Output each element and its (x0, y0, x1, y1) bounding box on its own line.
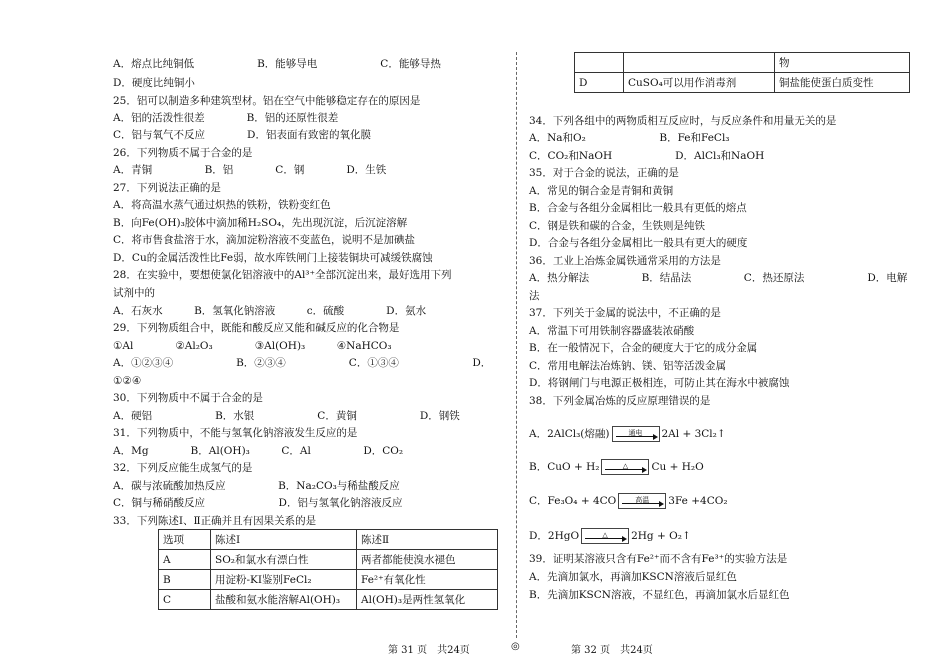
equation-option (529, 459, 704, 475)
text-line: 32．下列反应能生成氢气的是 (113, 462, 253, 474)
table-row (159, 570, 498, 590)
page-number-right: 第 32 页 共24页 (571, 645, 653, 656)
reaction-arrow (612, 426, 660, 442)
text-line: 25．铝可以制造多种建筑型材。铝在空气中能够稳定存在的原因是 (113, 95, 421, 107)
equation-reactants: C．Fe₃O₄ + 4CO (529, 495, 617, 507)
table-cell: A (159, 550, 211, 570)
text-line: A．先滴加氯水，再滴加KSCN溶液后显红色 (529, 571, 737, 583)
table-row (575, 53, 910, 73)
text-line: A．硬铝 B．水银 C．黄铜 D．钢铁 (113, 410, 460, 422)
text-line: A．常温下可用铁制容器盛装浓硝酸 (529, 325, 695, 337)
table-cell: Fe²⁺有氧化性 (357, 570, 498, 590)
text-line: 38．下列金属冶炼的反应原理错误的是 (529, 395, 711, 407)
binding-symbol: ◎ (511, 641, 520, 652)
text-line: C．CO₂和NaOH D．AlCl₃和NaOH (529, 150, 765, 162)
text-line: 26．下列物质不属于合金的是 (113, 147, 253, 159)
text-line: C．常用电解法冶炼钠、镁、铝等活泼金属 (529, 360, 727, 372)
text-line: A．熔点比纯铜低 B．能够导电 C．能够导热 (113, 58, 441, 70)
text-line: A．Na和O₂ B．Fe和FeCl₃ (529, 132, 730, 144)
text-line: D．将钢闸门与电源正极相连，可防止其在海水中被腐蚀 (529, 377, 790, 389)
text-line: 35．对于合金的说法，正确的是 (529, 167, 679, 179)
table-cell: SO₂和氯水有漂白性 (211, 550, 357, 570)
text-line: 33．下列陈述Ⅰ、Ⅱ正确并且有因果关系的是 (113, 515, 317, 527)
table-cell: 两者都能使溴水褪色 (357, 550, 498, 570)
table-header-cell: 选项 (159, 530, 211, 550)
text-line: B．向Fe(OH)₃胶体中滴加稀H₂SO₄，先出现沉淀，后沉淀溶解 (113, 217, 408, 229)
equation-reactants: D．2HgO (529, 530, 580, 542)
reaction-arrow (581, 528, 629, 544)
text-line: 30．下列物质中不属于合金的是 (113, 392, 263, 404)
text-line: C．钢是铁和碳的合金，生铁则是纯铁 (529, 220, 706, 232)
text-line: 试剂中的 (113, 287, 155, 299)
table-header-row (159, 530, 498, 550)
text-line: 34．下列各组中的两物质相互反应时，与反应条件和用量无关的是 (529, 115, 837, 127)
table-cell (575, 53, 624, 73)
text-line: C．将市售食盐溶于水，滴加淀粉溶液不变蓝色，说明不是加碘盐 (113, 234, 416, 246)
text-line: 法 (529, 290, 540, 302)
table-cell: C (159, 590, 211, 610)
text-line: D．合金与各组分金属相比一般具有更大的硬度 (529, 237, 748, 249)
equation-reactants: A．2AlCl₃(熔融) (529, 428, 610, 440)
equation-products: 2Hg + O₂↑ (631, 530, 691, 542)
equation-reactants: B．CuO + H₂ (529, 461, 600, 473)
equation-option (529, 528, 691, 544)
text-line: 36．工业上冶炼金属铁通常采用的方法是 (529, 255, 721, 267)
reaction-condition: 高温 (635, 496, 650, 504)
equation-products: 2Al + 3Cl₂↑ (661, 428, 726, 440)
text-line: ①Al ②Al₂O₃ ③Al(OH)₃ ④NaHCO₃ (113, 340, 392, 352)
equation-products: Cu + H₂O (651, 461, 704, 473)
table-cell: 物 (775, 53, 910, 73)
text-line: 31．下列物质中，不能与氢氧化钠溶液发生反应的是 (113, 427, 358, 439)
reaction-condition: 通电 (628, 429, 643, 437)
text-line: 39．证明某溶液只含有Fe²⁺而不含有Fe³⁺的实验方法是 (529, 553, 788, 565)
reaction-arrow (618, 493, 666, 509)
table-cell: CuSO₄可以用作消毒剂 (624, 73, 775, 93)
arrow-icon (622, 503, 662, 504)
text-line: 27．下列说法正确的是 (113, 182, 221, 194)
statement-table (158, 529, 498, 610)
table-cell: 用淀粉-KI鉴别FeCl₂ (211, 570, 357, 590)
table-row (159, 590, 498, 610)
text-line: A．①②③④ B．②③④ C．①③④ D． (113, 357, 492, 369)
table-cell: 铜盐能使蛋白质变性 (775, 73, 910, 93)
equation-option (529, 426, 726, 442)
arrow-icon (605, 469, 645, 470)
reaction-arrow (601, 459, 649, 475)
table-header-cell: 陈述Ⅰ (211, 530, 357, 550)
text-line: B．在一般情况下，合金的硬度大于它的成分金属 (529, 342, 758, 354)
text-line: A．Mg B．Al(OH)₃ C．Al D．CO₂ (113, 445, 404, 457)
table-cell (624, 53, 775, 73)
reaction-condition: △ (602, 531, 608, 539)
text-line: A．石灰水 B．氢氧化钠溶液 c．硫酸 D．氨水 (113, 305, 427, 317)
text-line: A．青铜 B．铝 C．钢 D．生铁 (113, 164, 387, 176)
arrow-icon (585, 538, 625, 539)
arrow-icon (616, 436, 656, 437)
text-line: A．常见的铜合金是青铜和黄铜 (529, 185, 674, 197)
text-line: A．碳与浓硫酸加热反应 B．Na₂CO₃与稀盐酸反应 (113, 480, 400, 492)
text-line: A．热分解法 B．结晶法 C．热还原法 D．电解 (529, 272, 908, 284)
text-line: 29．下列物质组合中，既能和酸反应又能和碱反应的化合物是 (113, 322, 400, 334)
text-line: A．将高温水蒸气通过炽热的铁粉，铁粉变红色 (113, 199, 331, 211)
reaction-condition: △ (622, 462, 629, 470)
text-line: D．硬度比纯铜小 (113, 77, 195, 89)
statement-table-continued (574, 52, 910, 93)
page-divider (516, 52, 517, 638)
table-row (575, 73, 910, 93)
text-line: D．Cu的金属活泼性比Fe弱，故水库铁闸门上接装铜块可减缓铁腐蚀 (113, 252, 433, 264)
text-line: A．铝的活泼性很差 B．铝的还原性很差 (113, 112, 339, 124)
equation-option (529, 493, 728, 509)
table-cell: 盐酸和氨水能溶解Al(OH)₃ (211, 590, 357, 610)
table-row (159, 550, 498, 570)
text-line: 37．下列关于金属的说法中，不正确的是 (529, 307, 721, 319)
text-line: 28．在实验中，要想使氯化铝溶液中的Al³⁺全部沉淀出来，最好选用下列 (113, 269, 452, 281)
text-line: ①②④ (113, 375, 142, 387)
table-cell: B (159, 570, 211, 590)
text-line: C．铜与稀硝酸反应 D．铝与氢氧化钠溶液反应 (113, 497, 403, 509)
text-line: C．铝与氧气不反应 D．铝表面有致密的氧化膜 (113, 129, 371, 141)
table-cell: D (575, 73, 624, 93)
text-line: B．合金与各组分金属相比一般具有更低的熔点 (529, 202, 747, 214)
page-number-left: 第 31 页 共24页 (388, 645, 470, 656)
text-line: B．先滴加KSCN溶液，不显红色，再滴加氯水后显红色 (529, 589, 790, 601)
table-header-cell: 陈述Ⅱ (357, 530, 498, 550)
equation-products: 3Fe +4CO₂ (668, 495, 728, 507)
table-cell: Al(OH)₃是两性氢氧化 (357, 590, 498, 610)
